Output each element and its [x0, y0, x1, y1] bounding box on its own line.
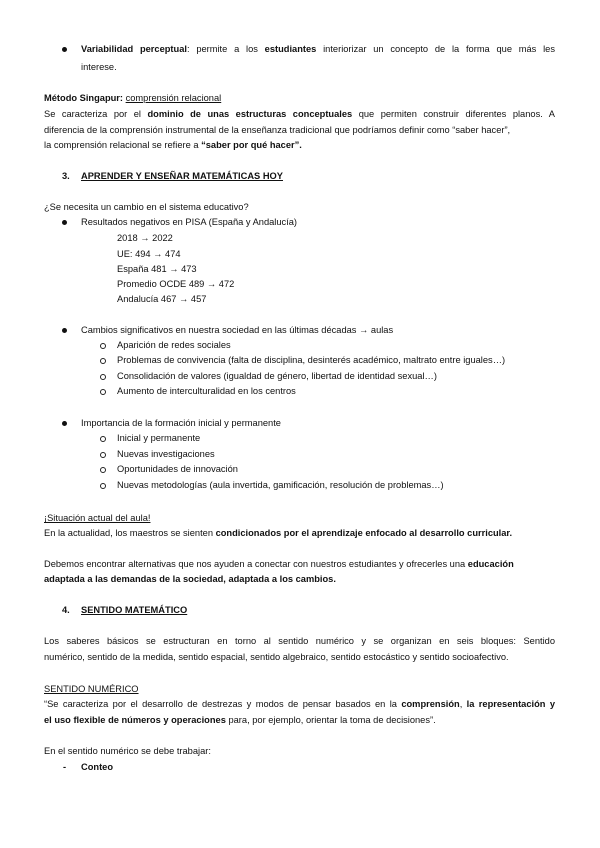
bullet-dot-icon — [62, 220, 67, 225]
saberes-line-2: numérico, sentido de la medida, sentido espacial, sentido algebraico, sentido estocástico y sentido socioafectivo. — [44, 652, 509, 662]
debemos-line-1: Debemos encontrar alternativas que nos ayuden a conectar con nuestros estudiantes y ofrecerles una educación — [44, 559, 514, 569]
dash-bullet: - — [63, 762, 67, 772]
singapur-line-3: la comprensión relacional se refiere a “saber por qué hacer”. — [44, 140, 302, 150]
singapur-line-2: diferencia de la comprensión instrumental de la enseñanza tradicional que podríamos definir como “saber hacer”, — [44, 125, 511, 135]
formacion-item: Inicial y permanente — [117, 433, 201, 443]
bullet-circle-icon — [100, 358, 106, 364]
pisa-row: España 481 → 473 — [117, 264, 197, 274]
singapur-heading: Método Singapur: comprensión relacional — [44, 93, 222, 103]
bullet-dot-icon — [62, 421, 67, 426]
pisa-row: Andalucía 467 → 457 — [117, 294, 207, 304]
formacion-item: Nuevas investigaciones — [117, 449, 215, 459]
bullet-circle-icon — [100, 483, 106, 489]
bullet-circle-icon — [100, 452, 106, 458]
variabilidad-line-2: interese. — [81, 62, 117, 72]
section-3-number: 3. — [62, 171, 70, 181]
bullet-circle-icon — [100, 374, 106, 380]
pisa-label: Resultados negativos en PISA (España y Andalucía) — [81, 217, 298, 227]
cambio-question: ¿Se necesita un cambio en el sistema educativo? — [44, 202, 249, 212]
bullet-dot-icon — [62, 328, 67, 333]
bullet-circle-icon — [100, 436, 106, 442]
bullet-circle-icon — [100, 389, 106, 395]
bullet-dot-icon — [62, 47, 67, 52]
quote-line-2: el uso flexible de números y operaciones para, por ejemplo, orientar la toma de decisiones”. — [44, 715, 436, 725]
trabajar-line: En el sentido numérico se debe trabajar: — [44, 746, 211, 756]
debemos-line-2: adaptada a las demandas de la sociedad, adaptada a los cambios. — [44, 574, 336, 584]
conteo-item: Conteo — [81, 762, 114, 772]
singapur-line-1: Se caracteriza por el dominio de unas estructuras conceptuales que permiten construir diferentes planos. A — [44, 109, 555, 119]
pisa-row: UE: 494 → 474 — [117, 249, 181, 259]
variabilidad-line-1: Variabilidad perceptual: permite a los estudiantes interiorizar un concepto de la forma que más les — [81, 44, 555, 54]
quote-line-1: “Se caracteriza por el desarrollo de destrezas y modos de pensar basados en la comprensión, la representación y — [44, 699, 555, 709]
bullet-circle-icon — [100, 343, 106, 349]
formacion-item: Nuevas metodologías (aula invertida, gamificación, resolución de problemas…) — [117, 480, 444, 490]
cambios-item: Aparición de redes sociales — [117, 340, 231, 350]
situacion-line: En la actualidad, los maestros se sienten condicionados por el aprendizaje enfocado al desarrollo curricular. — [44, 528, 513, 538]
cambios-label: Cambios significativos en nuestra sociedad en las últimas décadas → aulas — [81, 325, 394, 335]
cambios-item: Consolidación de valores (igualdad de género, libertad de identidad sexual…) — [117, 371, 437, 381]
bullet-circle-icon — [100, 467, 106, 473]
section-4-number: 4. — [62, 605, 70, 615]
situacion-heading: ¡Situación actual del aula! — [44, 513, 151, 523]
pisa-row: Promedio OCDE 489 → 472 — [117, 279, 235, 289]
cambios-item: Aumento de interculturalidad en los centros — [117, 386, 296, 396]
section-4-title: SENTIDO MATEMÁTICO — [81, 605, 188, 615]
saberes-line-1: Los saberes básicos se estructuran en torno al sentido numérico y se organizan en seis bloques: Sentido — [44, 636, 555, 646]
pisa-row: 2018 → 2022 — [117, 233, 173, 243]
section-3-title: APRENDER Y ENSEÑAR MATEMÁTICAS HOY — [81, 171, 283, 181]
sentido-numerico-heading: SENTIDO NUMÉRICO — [44, 684, 139, 694]
cambios-item: Problemas de convivencia (falta de disciplina, desinterés académico, maltrato entre iguales…) — [117, 355, 506, 365]
formacion-item: Oportunidades de innovación — [117, 464, 238, 474]
formacion-label: Importancia de la formación inicial y permanente — [81, 418, 281, 428]
